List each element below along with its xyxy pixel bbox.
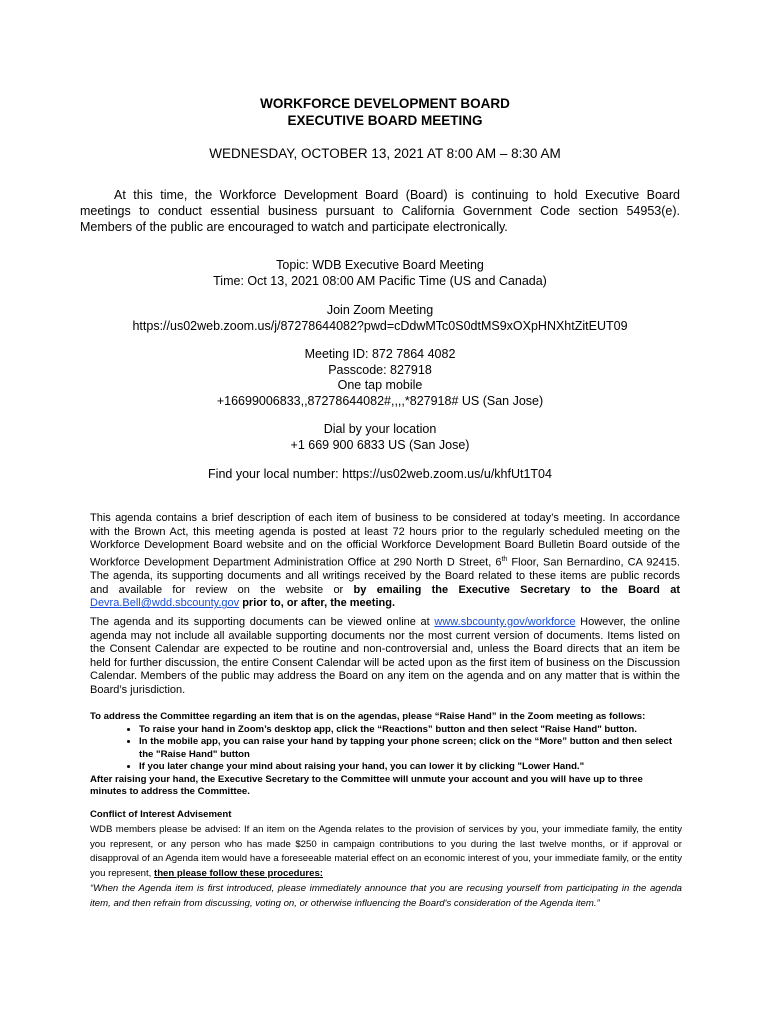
meeting-datetime: WEDNESDAY, OCTOBER 13, 2021 AT 8:00 AM – 8:30 AM (209, 146, 561, 161)
agenda-p1-sup: th (501, 555, 508, 563)
zoom-time: Time: Oct 13, 2021 08:00 AM Pacific Time (US and Canada) (213, 273, 547, 288)
zoom-one-tap-label: One tap mobile (337, 378, 423, 392)
raise-hand-item: • If you later change your mind about raising your hand, you can lower it by clicking "Lower Hand." (139, 761, 680, 774)
agenda-p1-text-a: This agenda contains a brief description of each item of business to be considered at today’s meeting. In accordance with the Brown Act, this meeting agenda is posted at least 72 hours prior to the regularly scheduled meeting on the Workforce Development Board website and on the official Workforce Development Board Bulletin Board outside of the Workforce Development Department Administration Office at 290 North D Street, 6 (90, 512, 680, 569)
zoom-dial-block (80, 422, 680, 453)
agenda-p2-text-a: The agenda and its supporting documents can be viewed online at (90, 616, 435, 628)
zoom-dial-label: Dial by your location (323, 422, 437, 436)
secretary-email-link[interactable]: Devra.Bell@wdd.sbcounty.gov (90, 597, 240, 610)
title-line-2: EXECUTIVE BOARD MEETING (287, 113, 483, 128)
conflict-body (90, 823, 682, 882)
agenda-p1-text-b: Floor, San Bernardino, CA 92415. The agenda, its supporting documents and all writings received by the Board related to these items are public records and available for review on the website or (90, 556, 680, 596)
zoom-credentials-block (80, 347, 680, 409)
intro-text: At this time, the Workforce Development Board (Board) is continuing to hold Executive Board meetings to conduct essential business pursuant to California Government Code section 54953(e). Members of the public are encouraged to watch and participate electronically. (80, 188, 680, 234)
raise-hand-item: • To raise your hand in Zoom’s desktop app, click the “Reactions” button and then select "Raise Hand" button. (139, 724, 680, 737)
zoom-join-label: Join Zoom Meeting (326, 303, 434, 317)
zoom-topic-block (80, 258, 680, 289)
zoom-passcode: Passcode: 827918 (328, 362, 432, 377)
workforce-website-link[interactable]: www.sbcounty.gov/workforce (434, 616, 576, 628)
agenda-paragraph-2 (90, 616, 680, 698)
raise-hand-section (90, 711, 680, 799)
conflict-heading: Conflict of Interest Advisement (90, 809, 232, 820)
agenda-p1-bold-a: by emailing the Executive Secretary to the Board at (353, 583, 680, 596)
agenda-p2-text-b: However, the online agenda may not include all available supporting documents nor the most current version of documents. Items listed on the Consent Calendar are expected to be routine and non-controversial and, unless the Board directs that an item be held for further discussion, the entire Consent Calendar will be acted upon as the first item of business on the Discussion Calendar. Members of the public may address the Board on any item on the agenda and on any matter that is within the Board’s jurisdiction. (90, 616, 680, 696)
agenda-p1-bold-b: prior to, or after, the meeting. (239, 597, 396, 610)
document-title (0, 95, 770, 129)
zoom-one-tap-number[interactable]: +16699006833,,87278644082#,,,,*827918# US (San Jose) (216, 393, 544, 408)
zoom-meeting-id: Meeting ID: 872 7864 4082 (304, 347, 456, 361)
zoom-join-block (80, 303, 680, 334)
title-line-1: WORKFORCE DEVELOPMENT BOARD (260, 96, 510, 111)
conflict-of-interest-section (90, 808, 682, 912)
raise-hand-list (90, 724, 680, 774)
raise-hand-intro: To address the Committee regarding an item that is on the agendas, please “Raise Hand” in the Zoom meeting as follows: (90, 711, 646, 722)
zoom-local-number[interactable]: Find your local number: https://us02web.zoom.us/u/khfUt1T04 (208, 467, 552, 481)
agenda-paragraph-1 (90, 512, 680, 611)
zoom-topic: Topic: WDB Executive Board Meeting (276, 258, 484, 272)
intro-paragraph (80, 187, 680, 235)
conflict-quote: “When the Agenda item is first introduced, please immediately announce that you are recusing yourself from participating in the agenda item, and then refrain from discussing, voting on, or otherwise influencing the Board's consideration of the Agenda item.” (90, 882, 682, 909)
zoom-join-url[interactable]: https://us02web.zoom.us/j/87278644082?pwd=cDdwMTc0S0dtMS9xOXpHNXhtZitEUT09 (132, 318, 628, 333)
raise-hand-after: After raising your hand, the Executive Secretary to the Committee will unmute your account and you will have up to three minutes to address the Committee. (90, 773, 643, 797)
raise-hand-item: • In the mobile app, you can raise your hand by tapping your phone screen; click on the “More” button and then select the "Raise Hand" button (139, 736, 680, 761)
zoom-dial-number[interactable]: +1 669 900 6833 US (San Jose) (290, 437, 470, 452)
conflict-body-text: WDB members please be advised: If an item on the Agenda relates to the provision of services by you, your immediate family, the entity you represent, or any person who has made $250 in campaign contributions to you during the last twelve months, or if approval or disapproval of an Agenda item would have a foreseeable material effect on an economic interest of you, your immediate family, or the entity you represent, (90, 823, 682, 880)
conflict-procedures: then please follow these procedures: (154, 868, 323, 880)
